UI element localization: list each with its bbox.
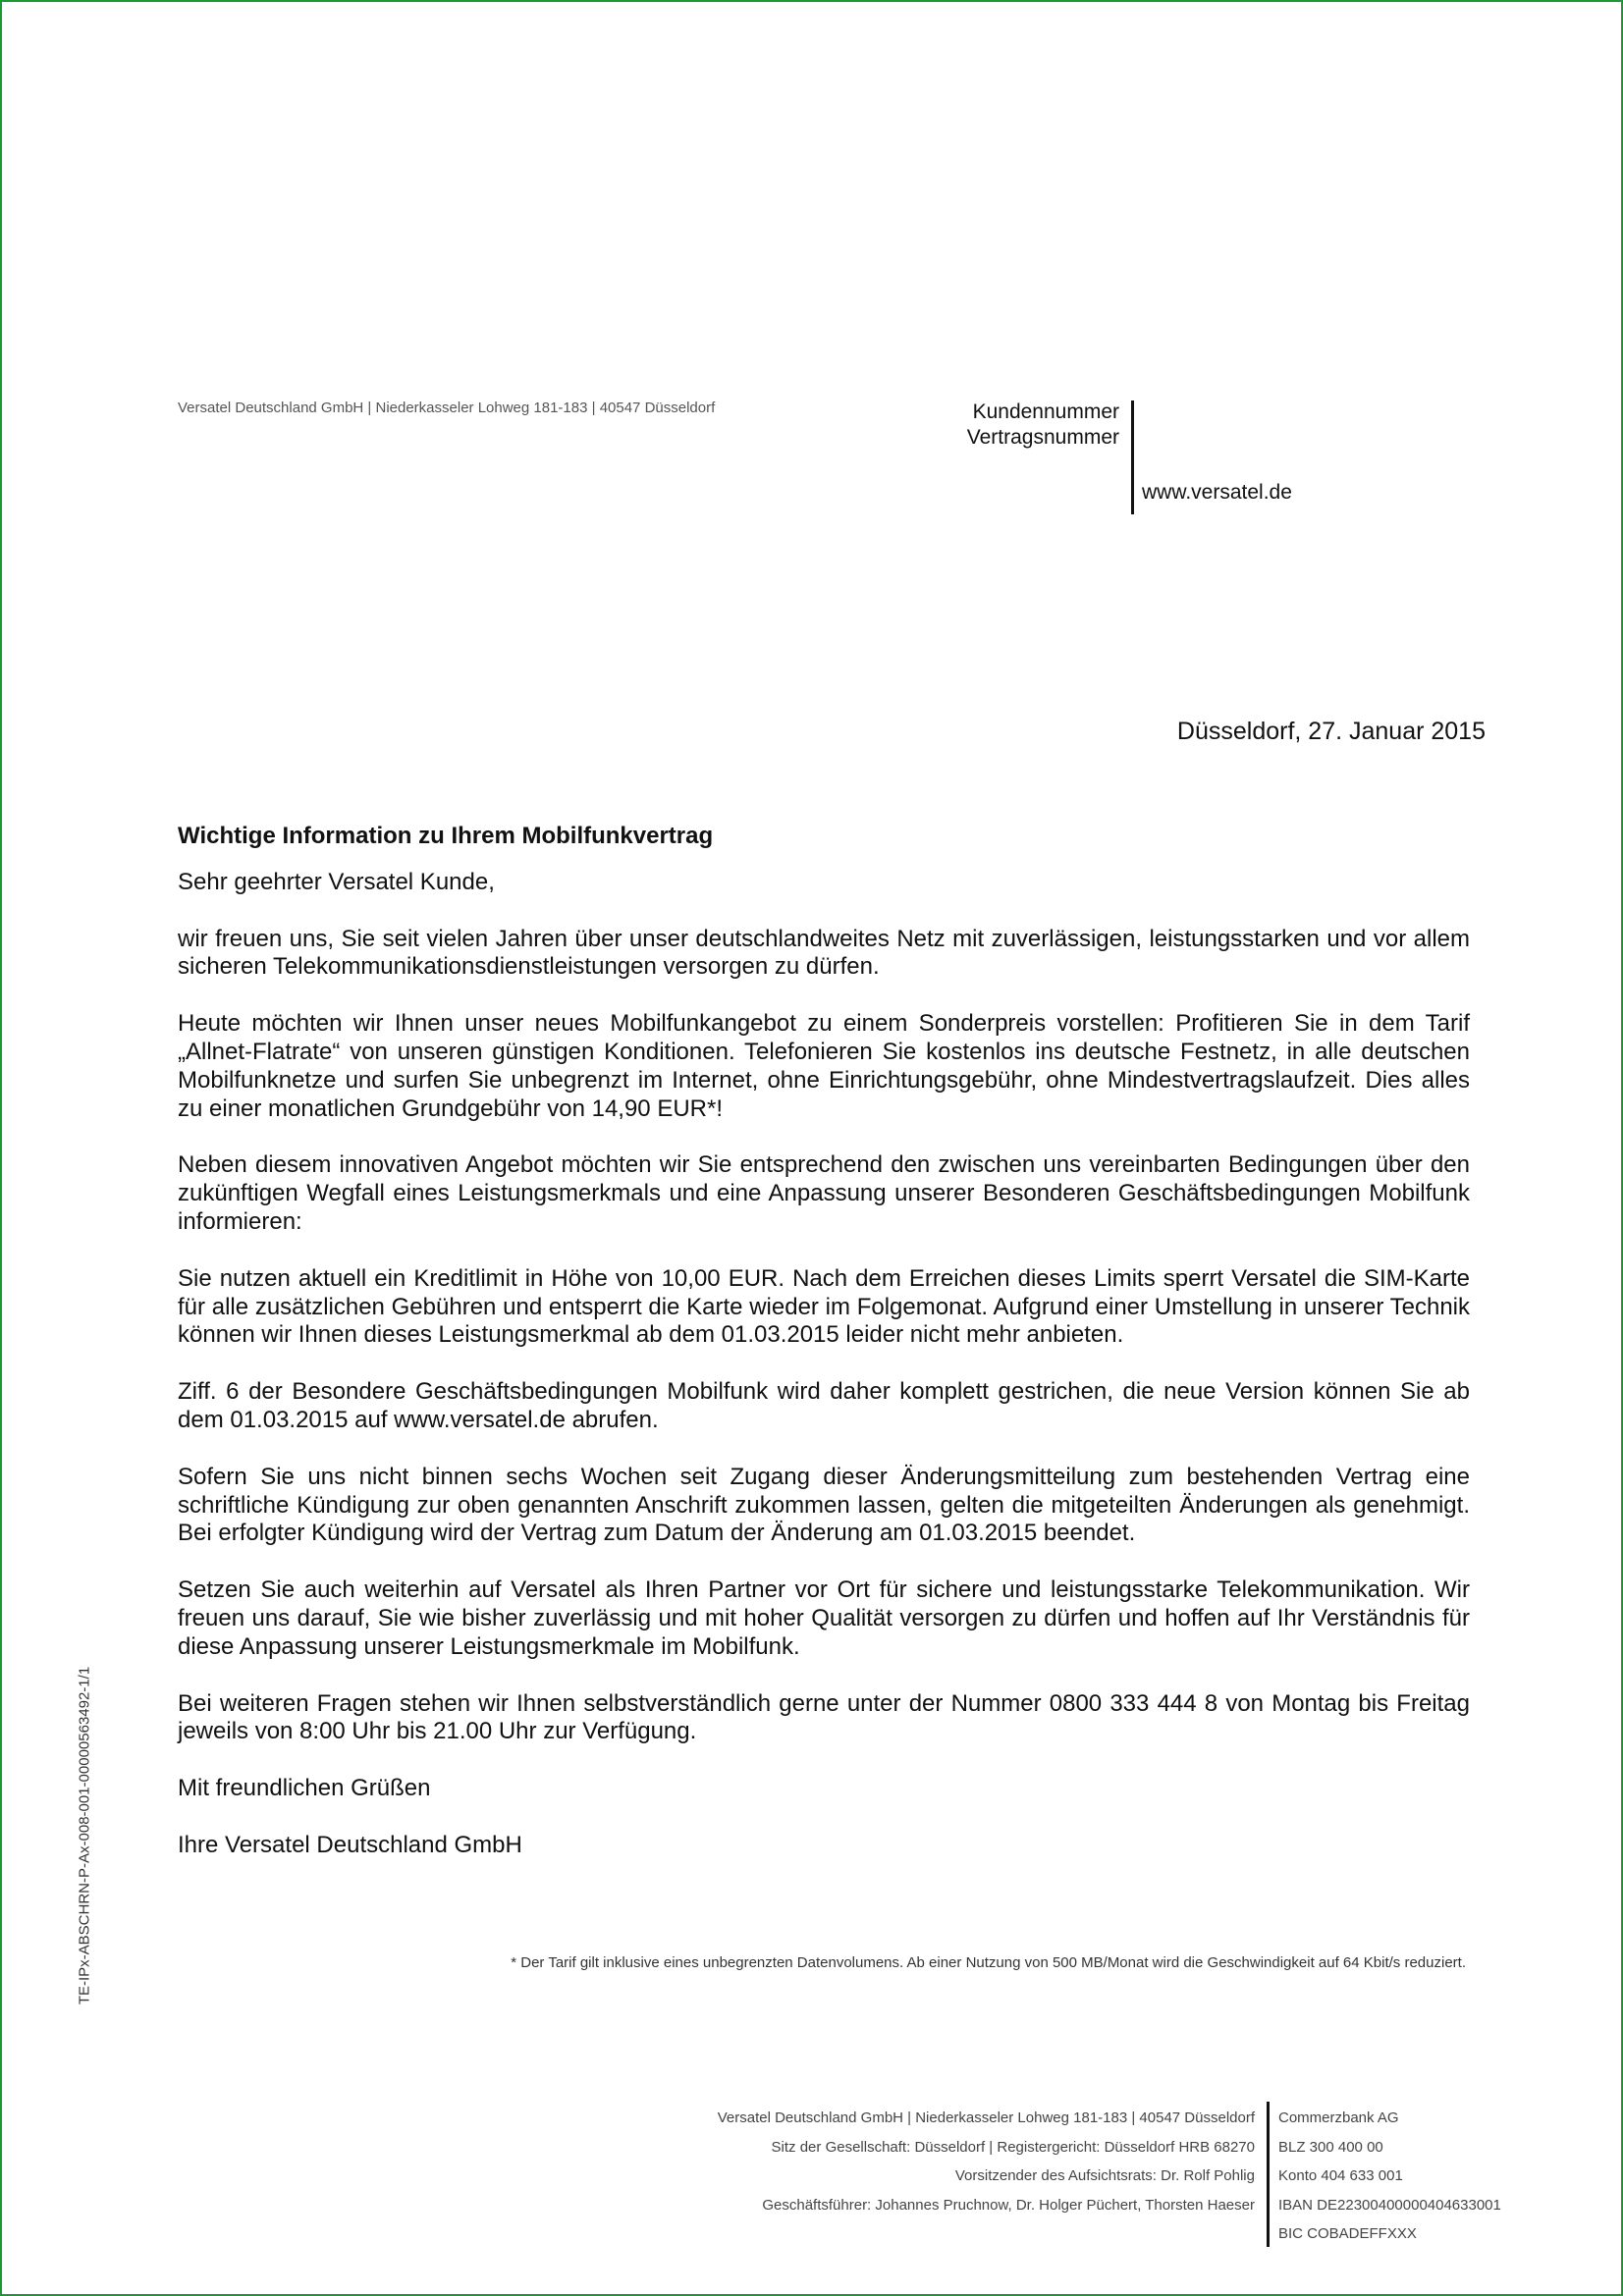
body-paragraph-7: Setzen Sie auch weiterhin auf Versatel als Ihren Partner vor Ort für sichere und leistungsstarke Telekommunikation. Wir freuen uns darauf, Sie wie bisher zuverlässig und mit hoher Qualität versorgen zu dürfen und hoffen auf Ihr Verständnis für diese Anpassung unserer Leistungsmerkmale im Mobilfunk. <box>178 1576 1470 1660</box>
letter-date: Düsseldorf, 27. Januar 2015 <box>1176 718 1486 745</box>
reference-labels <box>903 400 1119 451</box>
footer-bank-line-1: Commerzbank AG <box>1278 2109 1399 2126</box>
contract-number-label: Vertragsnummer <box>966 426 1119 449</box>
signature: Ihre Versatel Deutschland GmbH <box>178 1831 522 1858</box>
body-paragraph-3: Neben diesem innovativen Angebot möchten wir Sie entsprechend den zwischen uns vereinbarten Bedingungen über den zukünftigen Wegfall eines Leistungsmerkmals und eine Anpassung unserer Besonderen Geschäftsbedingungen Mobilfunk informieren: <box>178 1151 1470 1235</box>
footer-company-line-1: Versatel Deutschland GmbH | Niederkasseler Lohweg 181-183 | 40547 Düsseldorf <box>717 2109 1255 2126</box>
side-document-code <box>77 1649 92 2022</box>
salutation: Sehr geehrter Versatel Kunde, <box>178 868 495 895</box>
letter-subject: Wichtige Information zu Ihrem Mobilfunkvertrag <box>178 823 714 849</box>
side-document-code-text: TE-IPx-ABSCHRN-P-Ax-008-001-00000563492-1/1 <box>76 1666 93 2005</box>
footer-company-line-3: Vorsitzender des Aufsichtsrats: Dr. Rolf Pohlig <box>954 2167 1255 2184</box>
footer-bank-line-5: BIC COBADEFFXXX <box>1278 2225 1417 2242</box>
body-paragraph-8: Bei weiteren Fragen stehen wir Ihnen selbstverständlich gerne unter der Nummer 0800 333 444 8 von Montag bis Freitag jeweils von 8:00 Uhr bis 21.00 Uhr zur Verfügung. <box>178 1689 1470 1745</box>
footer-divider <box>1267 2102 1270 2247</box>
body-paragraph-6: Sofern Sie uns nicht binnen sechs Wochen seit Zugang dieser Änderungsmitteilung zum bestehenden Vertrag eine schriftliche Kündigung zur oben genannten Anschrift zukommen lassen, gelten die mitgeteilten Änderungen als genehmigt. Bei erfolgter Kündigung wird der Vertrag zum Datum der Änderung am 01.03.2015 beendet. <box>178 1463 1470 1547</box>
closing: Mit freundlichen Grüßen <box>178 1775 431 1802</box>
footnote: * Der Tarif gilt inklusive eines unbegrenzten Datenvolumens. Ab einer Nutzung von 500 MB/Monat wird die Geschwindigkeit auf 64 Kbit/s reduziert. <box>511 1954 1466 1971</box>
footer-company-info <box>718 2104 1255 2219</box>
footer-bank-line-4: IBAN DE22300400000404633001 <box>1278 2196 1501 2214</box>
body-paragraph-2: Heute möchten wir Ihnen unser neues Mobilfunkangebot zu einem Sonderpreis vorstellen: Profitieren Sie in dem Tarif „Allnet-Flatrate“ von unseren günstigen Konditionen. Telefonieren Sie kostenlos ins deutsche Festnetz, in alle deutschen Mobilfunknetze und surfen Sie unbegrenzt im Internet, ohne Einrichtungsgebühr, ohne Mindestvertragslaufzeit. Dies alles zu einer monatlichen Grundgebühr von 14,90 EUR*! <box>178 1010 1470 1122</box>
footer-company-line-2: Sitz der Gesellschaft: Düsseldorf | Registergericht: Düsseldorf HRB 68270 <box>771 2138 1255 2156</box>
body-paragraph-1: wir freuen uns, Sie seit vielen Jahren über unser deutschlandweites Netz mit zuverlässigen, leistungsstarken und vor allem sicheren Telekommunikationsdienstleistungen versorgen zu dürfen. <box>178 925 1470 981</box>
footer-bank-info <box>1278 2104 1501 2249</box>
letter-body <box>178 823 1470 1889</box>
sender-address-line: Versatel Deutschland GmbH | Niederkasseler Lohweg 181-183 | 40547 Düsseldorf <box>178 400 716 416</box>
customer-number-label: Kundennummer <box>972 400 1119 423</box>
footer-bank-line-2: BLZ 300 400 00 <box>1278 2138 1383 2156</box>
footer-bank-line-3: Konto 404 633 001 <box>1278 2167 1403 2184</box>
reference-divider <box>1131 400 1134 514</box>
body-paragraph-4: Sie nutzen aktuell ein Kreditlimit in Höhe von 10,00 EUR. Nach dem Erreichen dieses Limits sperrt Versatel die SIM-Karte für alle zusätzlichen Gebühren und entsperrt die Karte wieder im Folgemonat. Aufgrund einer Umstellung in unserer Technik können wir Ihnen dieses Leistungsmerkmal ab dem 01.03.2015 leider nicht mehr anbieten. <box>178 1264 1470 1349</box>
body-paragraph-5: Ziff. 6 der Besondere Geschäftsbedingungen Mobilfunk wird daher komplett gestrichen, die neue Version können Sie ab dem 01.03.2015 auf www.versatel.de abrufen. <box>178 1378 1470 1433</box>
footer-company-line-4: Geschäftsführer: Johannes Pruchnow, Dr. Holger Püchert, Thorsten Haeser <box>762 2196 1255 2214</box>
website-text: www.versatel.de <box>1142 481 1292 504</box>
